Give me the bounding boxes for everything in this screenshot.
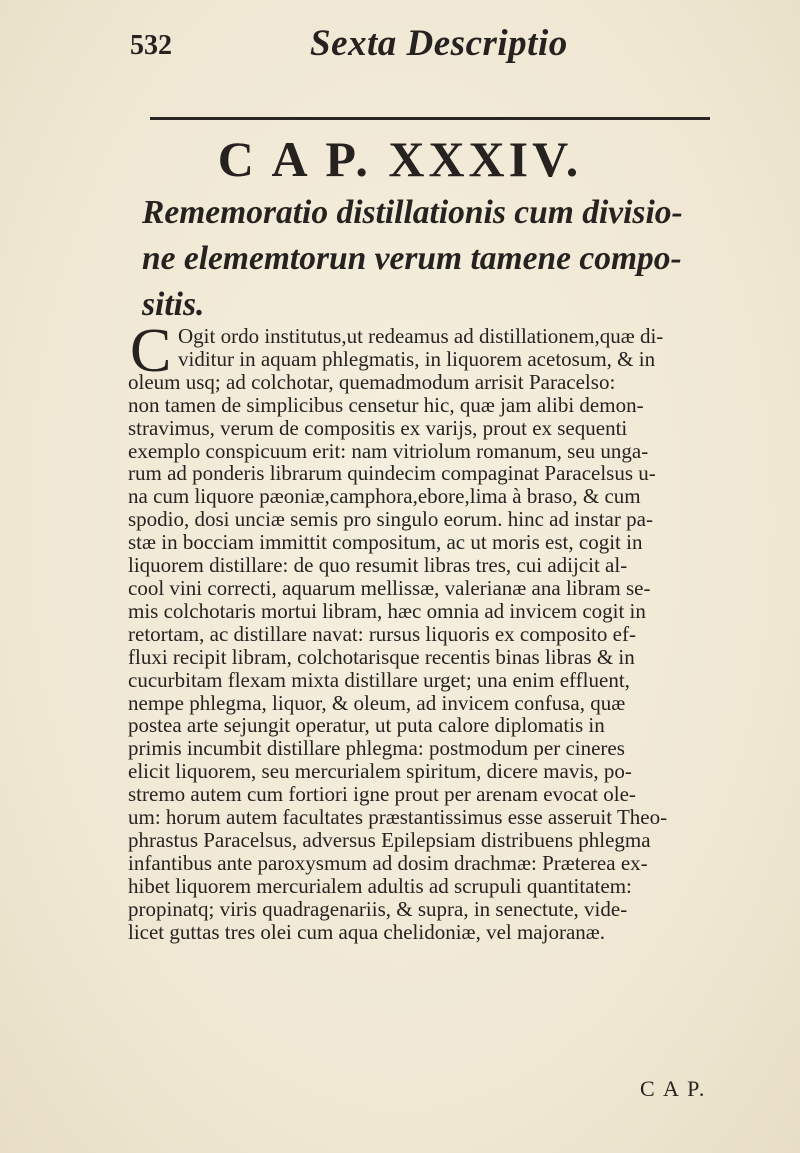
text-line: licet guttas tres olei cum aqua chelidoniæ, vel majoranæ. xyxy=(128,919,606,944)
text-line: non tamen de simplicibus censetur hic, quæ jam alibi demon- xyxy=(128,392,644,417)
body-text xyxy=(128,325,728,943)
text-line: oleum usq; ad colchotar, quemadmodum arrisit Paracelso: xyxy=(128,369,616,394)
text-line: nempe phlegma, liquor, & oleum, ad invicem confusa, quæ xyxy=(128,690,626,715)
text-line: spodio, dosi unciæ semis pro singulo eorum. hinc ad instar pa- xyxy=(128,507,653,532)
text-line: hibet liquorem mercurialem adultis ad scrupuli quantitatem: xyxy=(128,873,632,898)
catchword: C A P. xyxy=(640,1076,707,1101)
text-line: um: horum autem facultates præstantissimus esse asseruit Theo- xyxy=(128,805,668,830)
text-line: exemplo conspicuum erit: nam vitriolum romanum, seu unga- xyxy=(128,438,649,463)
page-header xyxy=(130,22,690,70)
page-number: 532 xyxy=(130,30,172,61)
text-line: stremo autem cum fortiori igne prout per arenam evocat ole- xyxy=(128,782,636,807)
text-line: cool vini correcti, aquarum mellissæ, valerianæ ana libram se- xyxy=(128,575,651,600)
text-line: propinatq; viris quadragenariis, & supra, in senectute, vide- xyxy=(128,896,628,921)
chapter-title-line: sitis. xyxy=(142,286,205,323)
text-line: liquorem distillare: de quo resumit libras tres, cui adijcit al- xyxy=(128,553,628,578)
text-line: elicit liquorem, seu mercurialem spiritum, dicere mavis, po- xyxy=(128,759,632,784)
text-line: stravimus, verum de compositis ex varijs, prout ex sequenti xyxy=(128,415,628,440)
chapter-title xyxy=(142,190,742,328)
text-line: primis incumbit distillare phlegma: postmodum per cineres xyxy=(128,736,625,761)
text-line: rum ad ponderis librarum quindecim compaginat Paracelsus u- xyxy=(128,461,656,486)
text-line: retortam, ac distillare navat: rursus liquoris ex composito ef- xyxy=(128,621,636,646)
text-line: Ogit ordo institutus,ut redeamus ad distillationem,quæ di- xyxy=(178,324,664,348)
text-line: na cum liquore pæoniæ,camphora,ebore,lima à braso, & cum xyxy=(128,484,641,509)
chapter-heading: C A P. XXXIV. xyxy=(217,131,583,187)
text-line: phrastus Paracelsus, adversus Epilepsiam distribuens phlegma xyxy=(128,827,651,852)
drop-cap-initial: C xyxy=(130,317,172,385)
text-line: fluxi recipit libram, colchotarisque recentis binas libras & in xyxy=(128,644,635,669)
text-line: cucurbitam flexam mixta distillare urget; una enim effluent, xyxy=(128,667,630,692)
chapter-title-line: Rememoratio distillationis cum divisio- xyxy=(142,194,683,231)
chapter-title-line: ne elememtorun verum tamene compo- xyxy=(142,240,682,277)
text-line: infantibus ante paroxysmum ad dosim drachmæ: Præterea ex- xyxy=(128,850,648,875)
text-line: postea arte sejungit operatur, ut puta calore diplomatis in xyxy=(128,713,605,738)
text-line: mis colchotaris mortui libram, hæc omnia ad invicem cogit in xyxy=(128,598,646,623)
running-head: Sexta Descriptio xyxy=(310,23,568,64)
text-line: viditur in aquam phlegmatis, in liquorem acetosum, & in xyxy=(178,346,656,371)
header-rule xyxy=(150,117,710,120)
text-line: stæ in bocciam immittit compositum, ac ut moris est, cogit in xyxy=(128,530,643,555)
